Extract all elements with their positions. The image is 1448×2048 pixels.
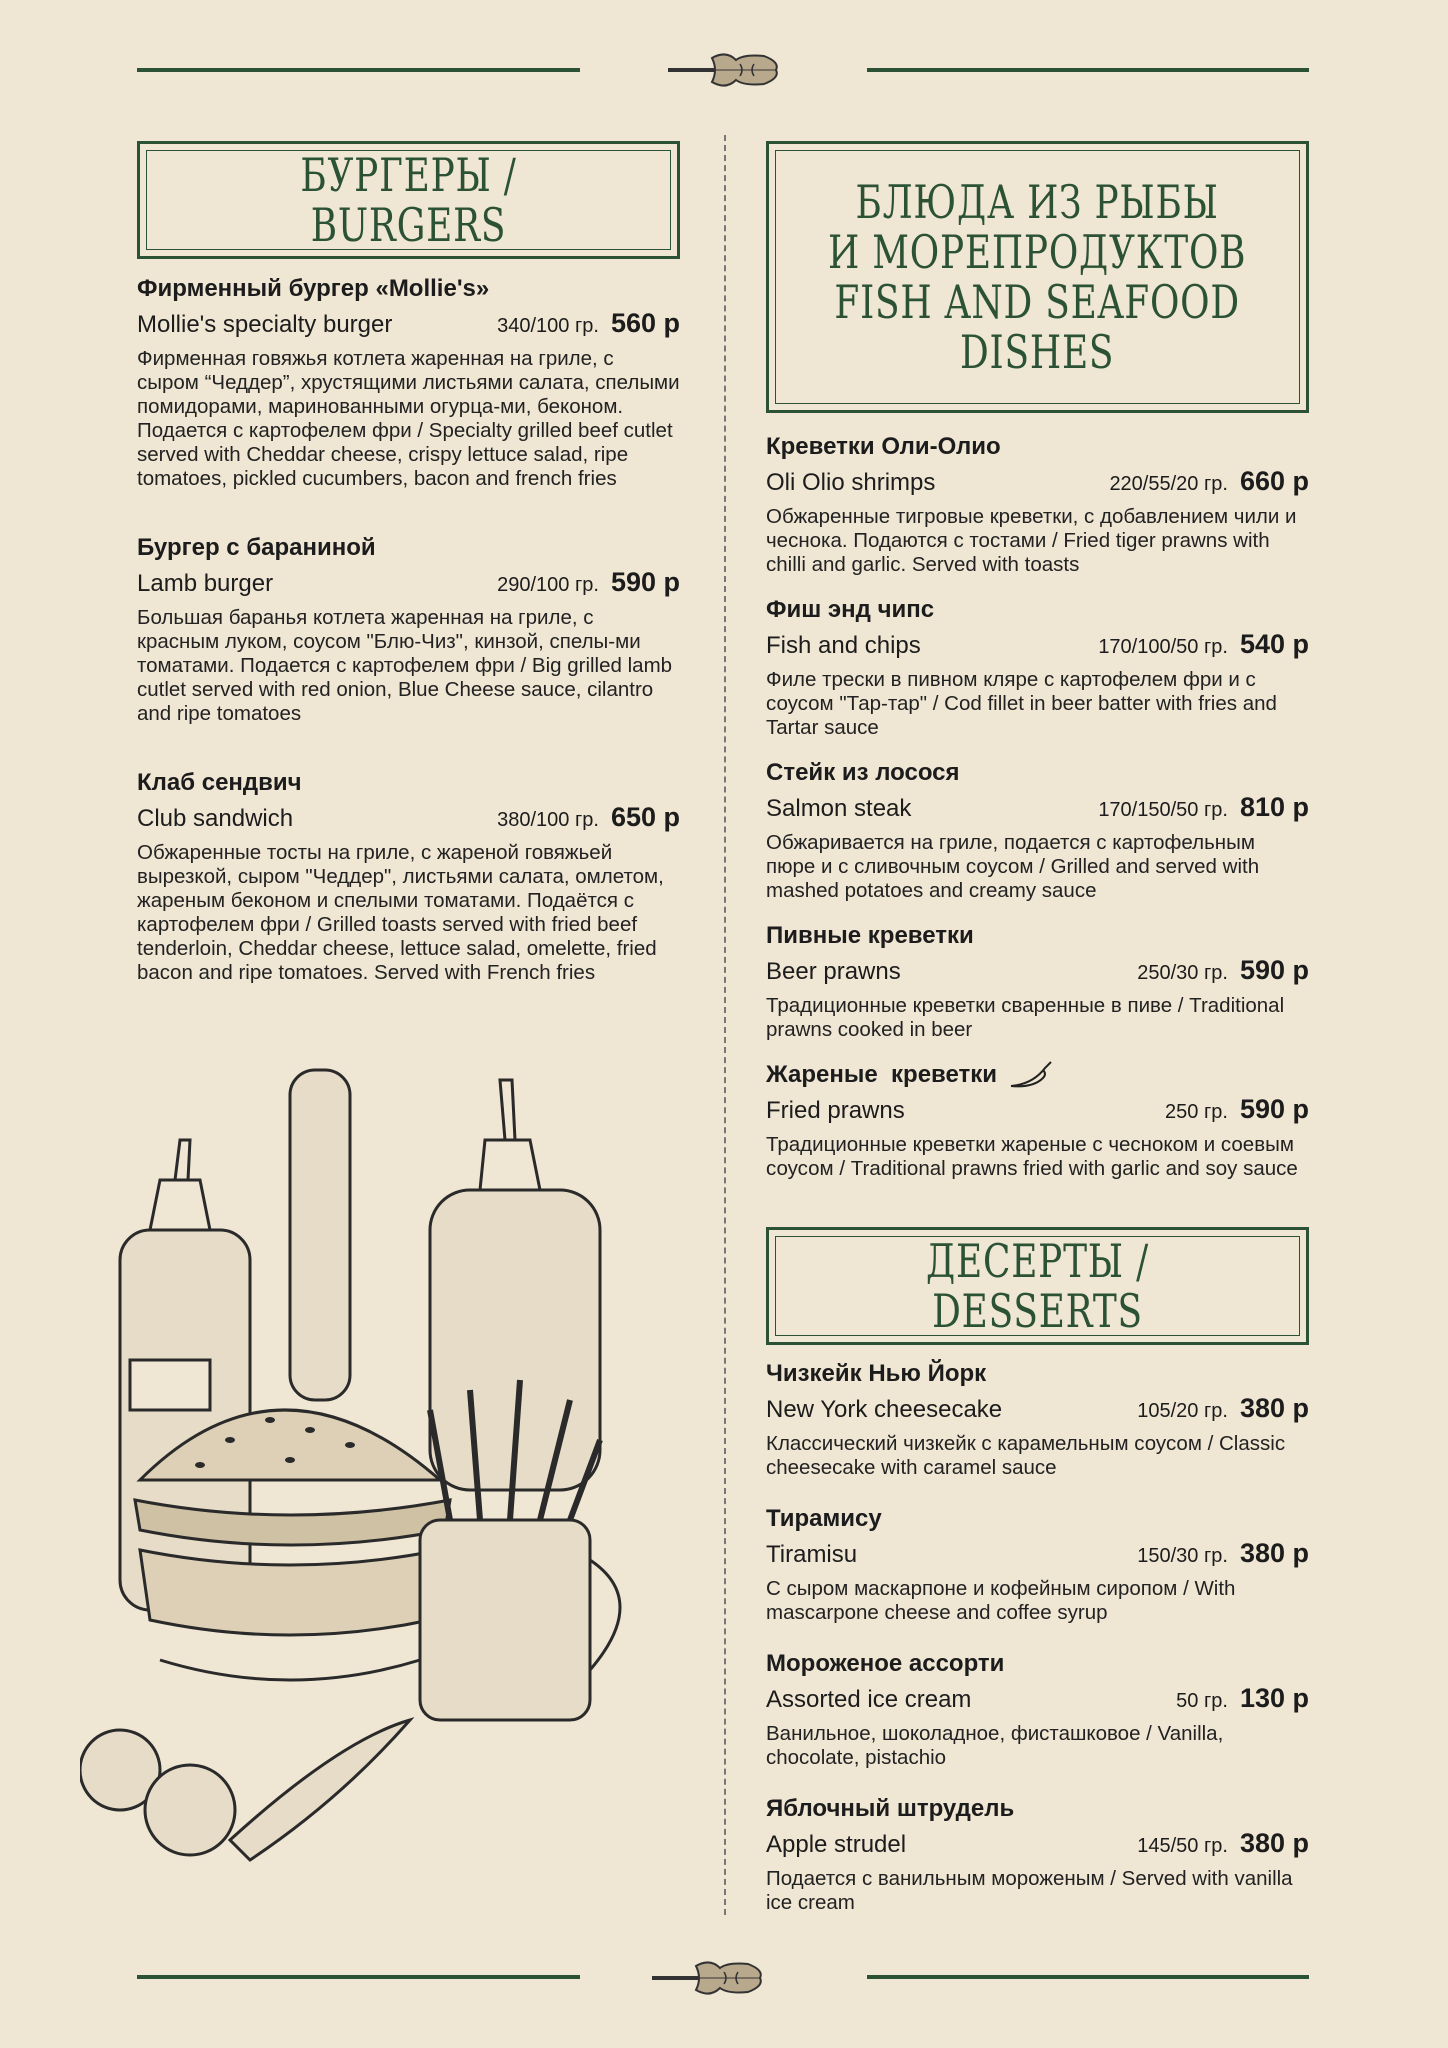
item-name-ru: Яблочный штрудель: [766, 1795, 1015, 1822]
item-name-en: Assorted ice cream: [766, 1686, 972, 1713]
item-description: Большая баранья котлета жаренная на гриле, с красным луком, соусом "Блю-Чиз", кинзой, спелы-ми томатами. Подается с картофелем фри / Big grilled lamb cutlet served with red onion, Blue Cheese sauce, cilantro and ripe tomatoes: [137, 606, 673, 725]
item-weight: 105/20 гр.: [1137, 1400, 1228, 1422]
item-name-en: Tiramisu: [766, 1541, 858, 1568]
chili-pepper-icon: [1007, 1060, 1055, 1090]
bottom-rule-right: [867, 1975, 1309, 1979]
item-name-ru: Мороженое ассорти: [766, 1650, 1005, 1677]
bottom-rule-left: [137, 1975, 580, 1979]
menu-item: [137, 274, 680, 491]
violin-icon: [664, 40, 784, 100]
section-title: БУРГЕРЫ / BURGERS: [300, 148, 517, 252]
right-column-list: [766, 432, 1309, 1939]
item-weight: 170/150/50 гр.: [1098, 799, 1228, 821]
item-price: 590 р: [1239, 1094, 1309, 1124]
item-name-en: Mollie's specialty burger: [137, 311, 393, 338]
menu-item: [766, 432, 1309, 577]
item-name-en: Beer prawns: [766, 958, 901, 985]
item-description: Традиционные креветки жареные с чесноком и соевым соусом / Traditional prawns fried with garlic and soy sauce: [766, 1133, 1298, 1180]
item-weight: 340/100 гр.: [497, 315, 599, 337]
menu-item: [137, 768, 680, 985]
item-price: 380 р: [1239, 1393, 1309, 1423]
item-description: Ванильное, шоколадное, фисташковое / Vanilla, chocolate, pistachio: [766, 1722, 1224, 1769]
menu-item: [766, 595, 1309, 740]
item-weight: 150/30 гр.: [1137, 1545, 1228, 1567]
menu-item: [766, 1060, 1309, 1181]
item-name-en: New York cheesecake: [766, 1396, 1003, 1423]
menu-item: [766, 921, 1309, 1042]
item-price: 660 р: [1239, 466, 1309, 496]
item-description: Обжаривается на гриле, подается с картофельным пюре и с сливочным соусом / Grilled and served with mashed potatoes and creamy sauce: [766, 831, 1260, 902]
item-name-ru: Фирменный бургер «Mollie's»: [137, 275, 490, 302]
item-weight: 250/30 гр.: [1137, 962, 1228, 984]
item-price: 560 р: [610, 308, 680, 338]
item-weight: 50 гр.: [1176, 1690, 1228, 1712]
fish-header: [766, 141, 1309, 413]
item-weight: 380/100 гр.: [497, 809, 599, 831]
item-description: Обжаренные тосты на гриле, с жареной говяжьей вырезкой, сыром "Чеддер", листьями салата, омлетом, жареным беконом и спелыми томатами. Подаётся с картофелем фри / Grilled toasts served with fried beef tenderloin, Cheddar cheese, lettuce salad, omelette, fried bacon and ripe tomatoes. Served with French fries: [137, 841, 664, 984]
menu-item: [766, 1504, 1309, 1625]
item-name-ru: Клаб сендвич: [137, 769, 302, 796]
item-name-ru: Фиш энд чипс: [766, 596, 935, 623]
menu-item: [766, 1649, 1309, 1770]
menu-item: [137, 533, 680, 726]
item-name-en: Salmon steak: [766, 795, 912, 822]
item-price: 810 р: [1239, 792, 1309, 822]
item-description: Филе трески в пивном кляре с картофелем фри и с соусом "Тар-тар" / Cod fillet in beer batter with fries and Tartar sauce: [766, 668, 1277, 739]
item-name-en: Fried prawns: [766, 1097, 905, 1124]
item-weight: 170/100/50 гр.: [1098, 636, 1228, 658]
item-weight: 220/55/20 гр.: [1109, 473, 1228, 495]
top-rule-right: [867, 68, 1309, 72]
item-name-ru: Креветки Оли-Олио: [766, 433, 1001, 460]
item-name-en: Fish and chips: [766, 632, 921, 659]
item-name-ru: Тирамису: [766, 1505, 882, 1532]
section-title: ДЕСЕРТЫ / DESSERTS: [926, 1234, 1149, 1338]
item-description: Подается с ванильным мороженым / Served with vanilla ice cream: [766, 1867, 1293, 1914]
item-name-ru: Жареные креветки: [766, 1061, 998, 1088]
desserts-header: [766, 1227, 1309, 1345]
item-description: Классический чизкейк с карамельным соусом / Classic cheesecake with caramel sauce: [766, 1432, 1286, 1479]
section-title: БЛЮДА ИЗ РЫБЫ И МОРЕПРОДУКТОВ FISH AND SEAFOOD DISHES: [828, 175, 1247, 379]
item-price: 380 р: [1239, 1538, 1309, 1568]
item-description: Обжаренные тигровые креветки, с добавлением чили и чеснока. Подаются с тостами / Fried tiger prawns with chilli and garlic. Served with toasts: [766, 505, 1297, 576]
item-weight: 145/50 гр.: [1137, 1835, 1228, 1857]
item-weight: 250 гр.: [1165, 1101, 1228, 1123]
item-price: 590 р: [1239, 955, 1309, 985]
item-name-ru: Чизкейк Нью Йорк: [766, 1360, 987, 1387]
burgers-list: [137, 274, 680, 1027]
item-price: 380 р: [1239, 1828, 1309, 1858]
item-name-en: Club sandwich: [137, 805, 294, 832]
menu-item: [766, 1794, 1309, 1915]
column-divider: [724, 135, 726, 1915]
item-price: 130 р: [1239, 1683, 1309, 1713]
item-name-en: Lamb burger: [137, 570, 274, 597]
violin-icon: [648, 1948, 768, 2008]
top-rule-left: [137, 68, 580, 72]
item-name-ru: Бургер с бараниной: [137, 534, 376, 561]
item-price: 540 р: [1239, 629, 1309, 659]
burgers-header: [137, 141, 680, 259]
menu-item: [766, 1359, 1309, 1480]
menu-item: [766, 758, 1309, 903]
item-name-ru: Стейк из лосося: [766, 759, 960, 786]
item-name-en: Apple strudel: [766, 1831, 907, 1858]
item-name-ru: Пивные креветки: [766, 922, 974, 949]
item-weight: 290/100 гр.: [497, 574, 599, 596]
item-description: Фирменная говяжья котлета жаренная на гриле, с сыром “Чеддер”, хрустящими листьями салата, спелыми помидорами, маринованными огурца-ми, беконом. Подается с картофелем фри / Specialty grilled beef cutlet served with Cheddar cheese, crispy lettuce salad, ripe tomatoes, pickled cucumbers, bacon and french fries: [137, 347, 680, 490]
item-price: 650 р: [610, 802, 680, 832]
item-name-en: Oli Olio shrimps: [766, 469, 936, 496]
burger-illustration: [80, 1060, 700, 1880]
item-price: 590 р: [610, 567, 680, 597]
item-name-row: [766, 1060, 1309, 1090]
item-description: Традиционные креветки сваренные в пиве / Traditional prawns cooked in beer: [766, 994, 1285, 1041]
item-description: С сыром маскарпоне и кофейным сиропом / With mascarpone cheese and coffee syrup: [766, 1577, 1236, 1624]
